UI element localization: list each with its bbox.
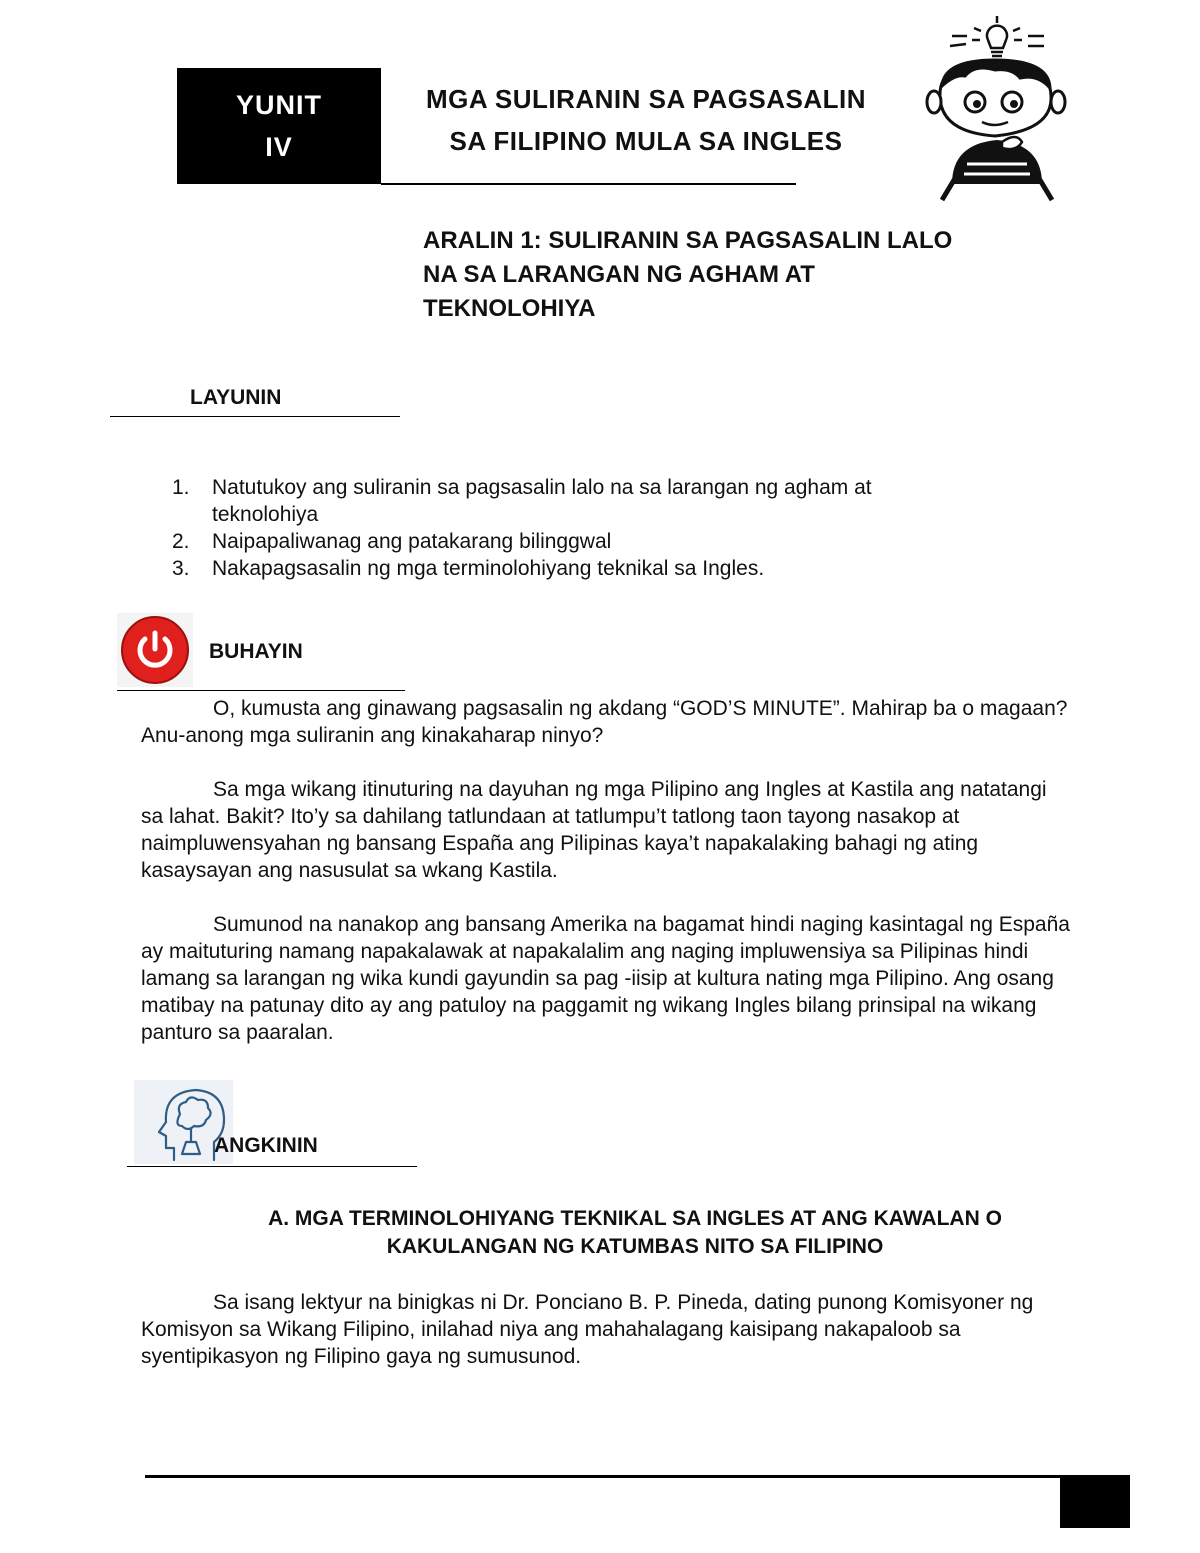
- list-item-text: Natutukoy ang suliranin sa pagsasalin lalo na sa larangan ng agham at teknolohiya: [212, 476, 872, 526]
- list-item: [172, 474, 952, 528]
- power-icon: [117, 613, 193, 687]
- page-number-box: [1060, 1475, 1130, 1528]
- list-item: [172, 528, 952, 555]
- buhayin-paragraph-1: O, kumusta ang ginawang pagsasalin ng akdang “GOD’S MINUTE”. Mahirap ba o magaan? Anu-anong mga suliranin ang kinakaharap ninyo?: [141, 697, 1068, 747]
- buhayin-paragraph-3: Sumunod na nanakop ang bansang Amerika na bagamat hindi naging kasintagal ng España ay maituturing namang napakalawak at napakalalim ang naging impluwensiya sa Pilipinas hindi lamang sa larangan ng wika kundi gayundin sa pag -iisip at kultura nating mga Pilipino. Ang osang matibay na patunay dito ay ang patuloy na paggamit ng wikang Ingles bilang prinsipal na wikang panturo sa paaralan.: [141, 913, 1070, 1044]
- angkinin-heading: ANGKININ: [214, 1134, 318, 1157]
- list-item-number: 3.: [172, 557, 190, 580]
- buhayin-rule: [117, 690, 405, 691]
- thinking-boy-illustration: [912, 14, 1082, 204]
- list-item-text: Nakapagsasalin ng mga terminolohiyang teknikal sa Ingles.: [212, 557, 765, 580]
- unit-title: [381, 78, 911, 162]
- unit-title-line-2: SA FILIPINO MULA SA INGLES: [449, 126, 843, 156]
- objectives-list: [172, 474, 952, 582]
- angkinin-rule: [127, 1166, 417, 1167]
- list-item-text: Naipapaliwanag ang patakarang bilinggwal: [212, 530, 612, 553]
- light-bulb-icon: [950, 16, 1044, 56]
- list-item-number: 1.: [172, 476, 190, 499]
- unit-box: [177, 68, 381, 184]
- unit-number: IV: [265, 132, 293, 162]
- lesson-title-line-3: TEKNOLOHIYA: [423, 295, 596, 322]
- angkinin-paragraph: Sa isang lektyur na binigkas ni Dr. Ponciano B. P. Pineda, dating punong Komisyoner ng Komisyon sa Wikang Filipino, inilahad niya ang mahahalagang kaisipang nakapaloob sa syentipikasyon ng Filipino gaya ng sumusunod.: [141, 1291, 1034, 1368]
- unit-label: YUNIT: [236, 90, 322, 120]
- lesson-title: [423, 224, 1063, 326]
- buhayin-heading: BUHAYIN: [209, 640, 303, 663]
- list-item: [172, 555, 952, 582]
- footer-rule: [145, 1475, 1060, 1478]
- header-rule: [381, 183, 796, 185]
- unit-title-line-1: MGA SULIRANIN SA PAGSASALIN: [425, 84, 867, 114]
- section-a-heading-line-2: KAKULANGAN NG KATUMBAS NITO SA FILIPINO: [386, 1235, 884, 1258]
- layunin-rule: [110, 416, 400, 417]
- buhayin-paragraph-2: Sa mga wikang itinuturing na dayuhan ng mga Pilipino ang Ingles at Kastila ang natatangi sa lahat. Bakit? Ito’y sa dahilang tatlundaan at tatlumpu’t tatlong taon tayong nasakop at naimpluwensyahan ng bansang España ang Pilipinas kaya’t napakalaking bahagi ng ating kasaysayan ang nasusulat sa wkang Kastila.: [141, 778, 1047, 882]
- lesson-title-line-1: ARALIN 1: SULIRANIN SA PAGSASALIN LALO: [423, 227, 953, 254]
- lesson-title-line-2: NA SA LARANGAN NG AGHAM AT: [423, 261, 815, 288]
- section-a-heading-line-1: A. MGA TERMINOLOHIYANG TEKNIKAL SA INGLES AT ANG KAWALAN O: [268, 1207, 1002, 1230]
- list-item-number: 2.: [172, 530, 190, 553]
- section-a-heading: [200, 1205, 1070, 1261]
- layunin-heading: LAYUNIN: [190, 386, 282, 409]
